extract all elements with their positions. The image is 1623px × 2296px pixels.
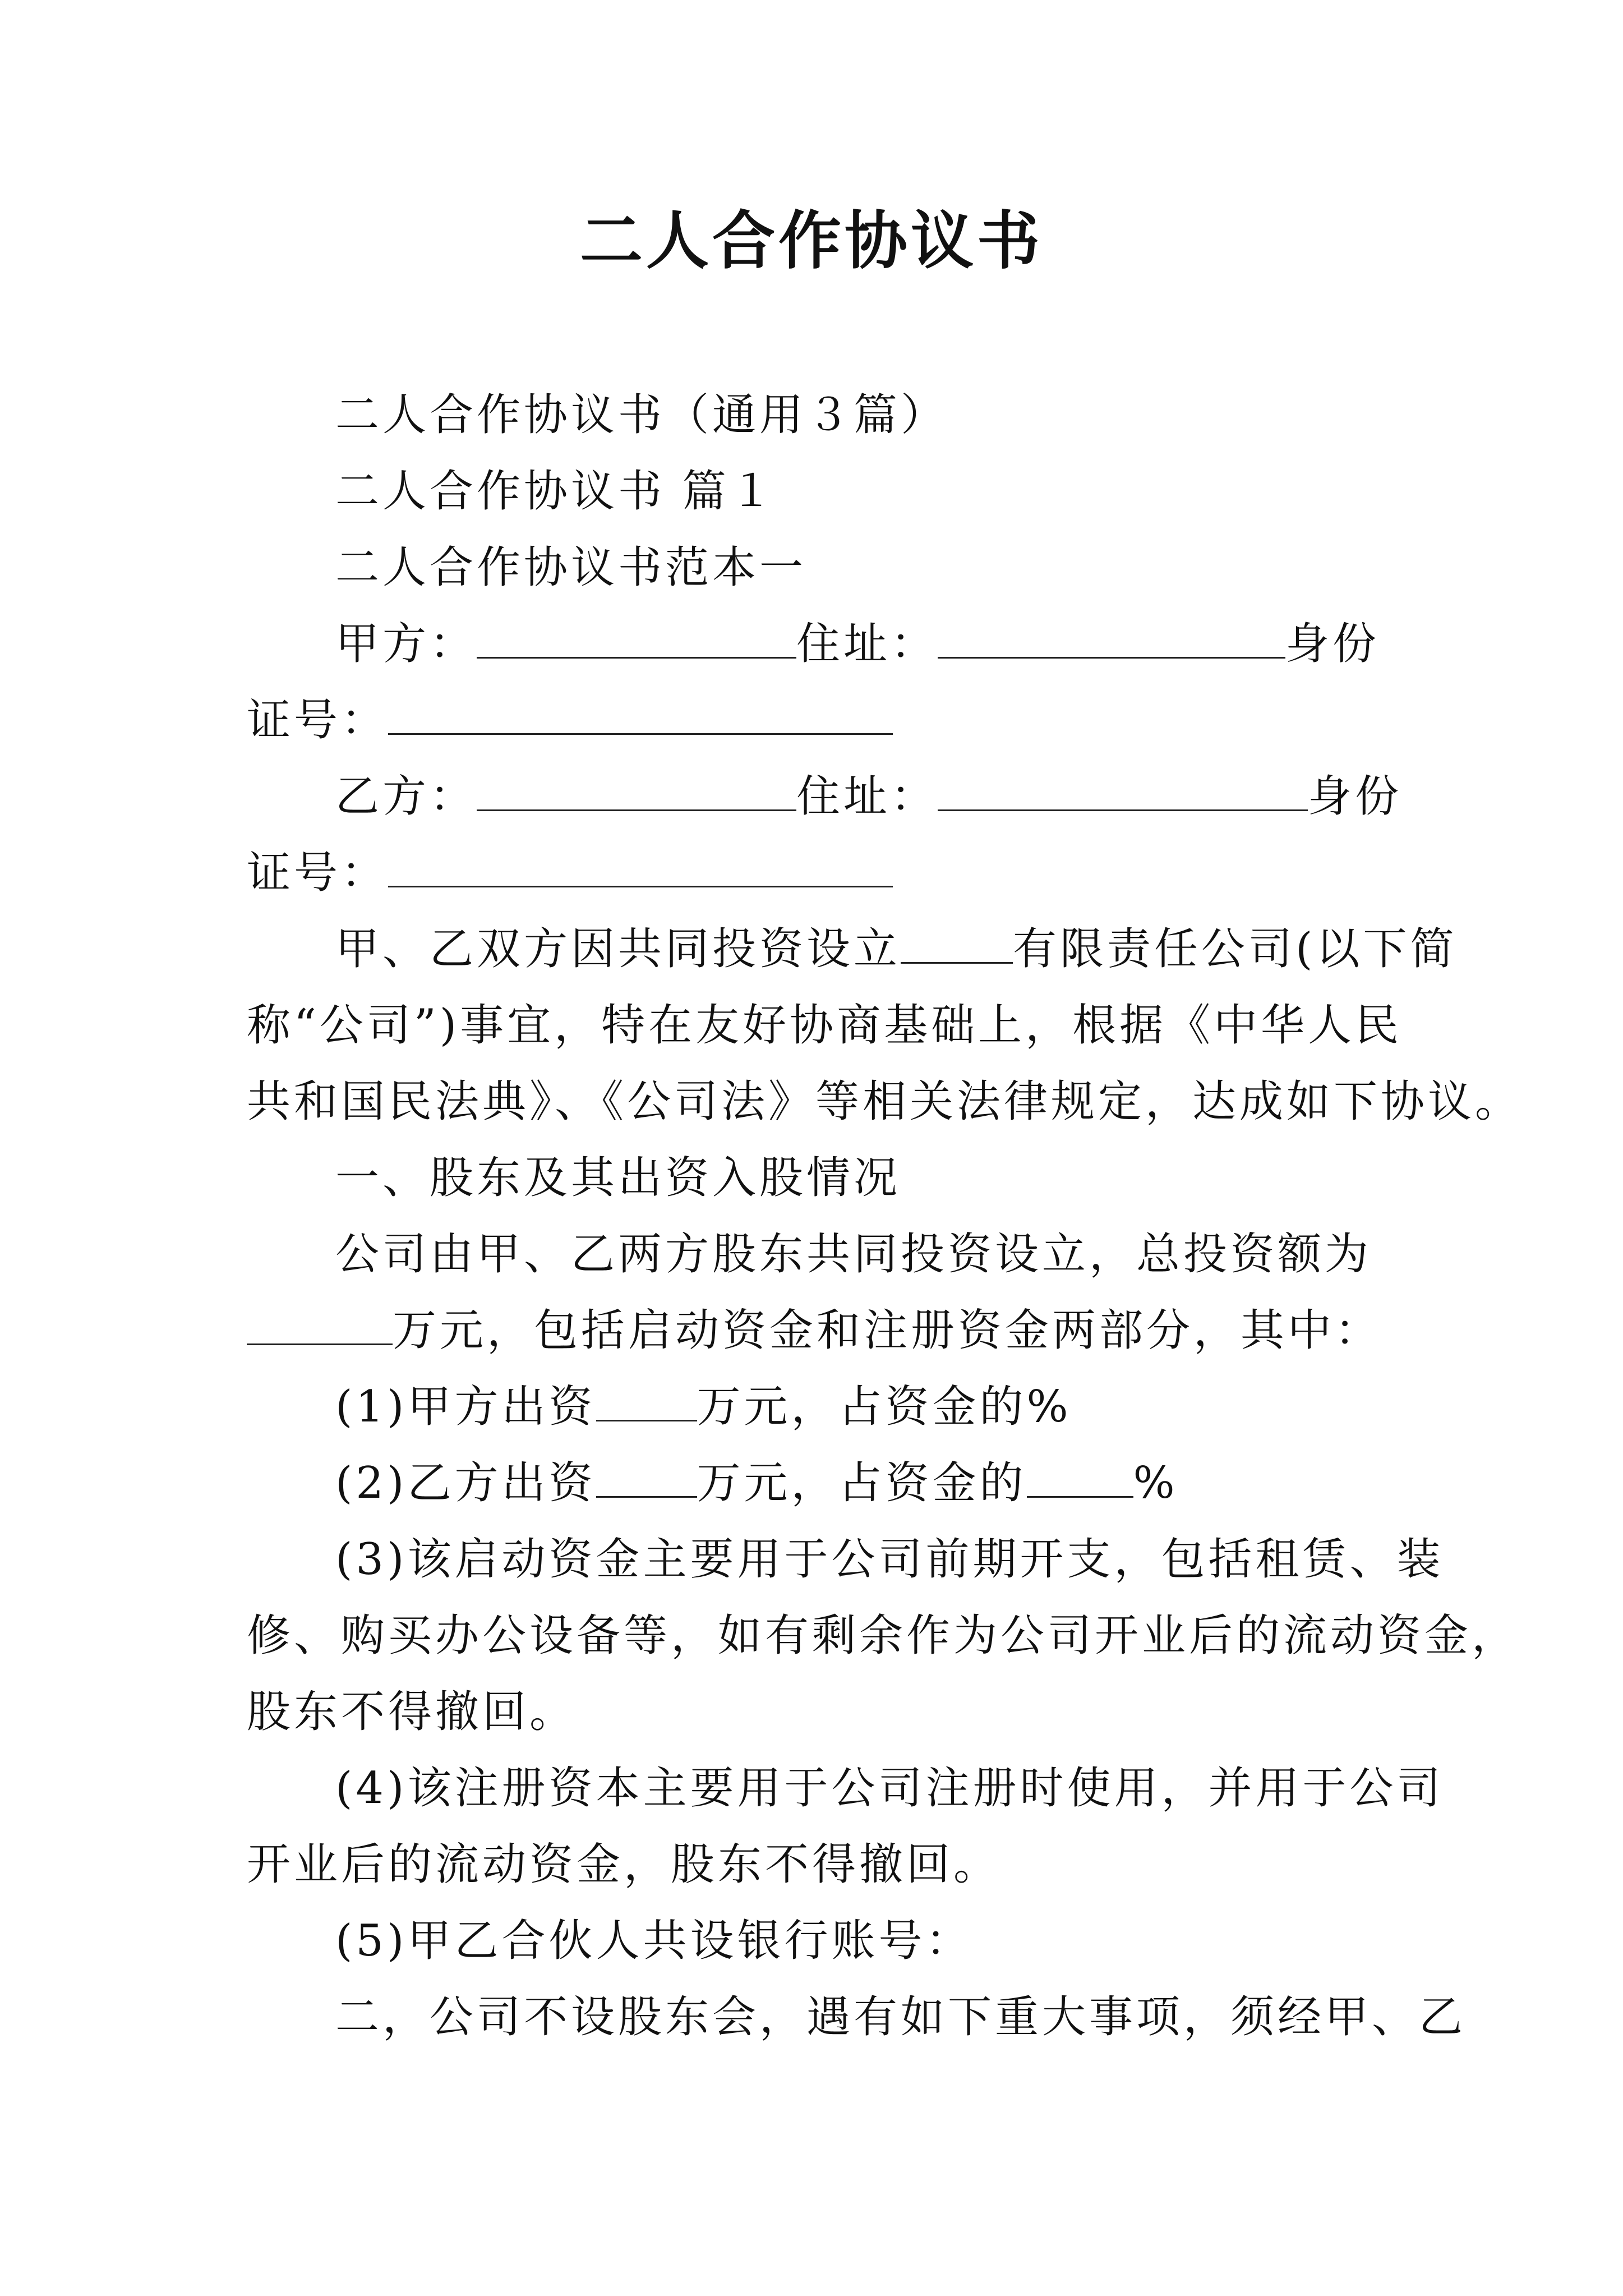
party-a-address-label: 住址： [796,619,938,669]
item-2-line [335,1455,1178,1511]
item-1-a: (1)甲方出资 [335,1382,596,1432]
party-a-address-blank [938,618,1285,659]
item-4-line-2: 开业后的流动资金，股东不得撤回。 [247,1839,1001,1890]
subtitle-general: 二人合作协议书（通用３篇） [335,390,948,440]
party-b-address-label: 住址： [796,771,938,822]
party-b-capital-blank [596,1457,697,1498]
document-title: 二人合作协议书 [580,204,1043,278]
item-2-b: 万元，占资金的 [697,1458,1027,1508]
intro-line-3: 共和国民法典》、《公司法》等相关法律规定，达成如下协议。 [247,1076,1523,1127]
section-1-p1-line-2 [247,1303,1382,1359]
party-b-id-blank [388,846,893,887]
section-2-line-1: 二，公司不设股东会，遇有如下重大事项，须经甲、乙 [335,1992,1467,2042]
party-a-id-label-1: 身份 [1285,619,1380,669]
section-1-p1-line-2-text: 万元，包括启动资金和注册资金两部分，其中： [393,1305,1382,1356]
intro-line-2: 称“公司”)事宜，特在友好协商基础上，根据《中华人民 [247,1000,1403,1051]
item-1-line [335,1379,1072,1435]
party-b-percent-blank [1027,1457,1133,1498]
intro-line-1 [335,921,1457,977]
party-a-label: 甲方： [335,619,477,669]
party-b-label: 乙方： [335,771,477,822]
subtitle-sample: 二人合作协议书范本一 [335,542,807,593]
section-1-heading: 一、股东及其出资入股情况 [335,1153,901,1203]
item-2-a: (2)乙方出资 [335,1458,596,1508]
item-4-line-1: (4)该注册资本主要用于公司注册时使用，并用于公司 [335,1763,1444,1814]
intro-line-1-a: 甲、乙双方因共同投资设立 [335,924,901,974]
party-a-id-line [247,692,893,748]
total-investment-blank [247,1304,393,1345]
company-name-blank [901,923,1013,964]
item-5-line: (5)甲乙合伙人共设银行账号： [335,1916,973,1966]
party-b-address-blank [938,770,1308,811]
party-a-line [335,616,1380,672]
party-b-id-label-1: 身份 [1308,771,1403,822]
party-b-id-label-2: 证号： [247,848,389,898]
item-3-line-3: 股东不得撤回。 [247,1687,577,1737]
party-a-capital-blank [596,1381,697,1421]
party-a-id-label-2: 证号： [247,695,389,746]
party-b-id-line [247,845,893,901]
item-3-line-2: 修、购买办公设备等，如有剩余作为公司开业后的流动资金， [247,1611,1519,1661]
party-b-name-blank [477,770,796,811]
item-3-line-1: (3)该启动资金主要用于公司前期开支，包括租赁、装 [335,1534,1444,1585]
intro-line-1-b: 有限责任公司(以下简 [1013,924,1458,974]
party-a-id-blank [388,694,893,735]
item-2-c: % [1133,1458,1178,1508]
section-1-p1-line-1: 公司由甲、乙两方股东共同投资设立，总投资额为 [335,1229,1372,1280]
party-b-line [335,769,1402,825]
subtitle-piece: 二人合作协议书 篇１ [335,466,777,517]
party-a-name-blank [477,618,796,659]
item-1-b: 万元，占资金的% [697,1382,1072,1432]
